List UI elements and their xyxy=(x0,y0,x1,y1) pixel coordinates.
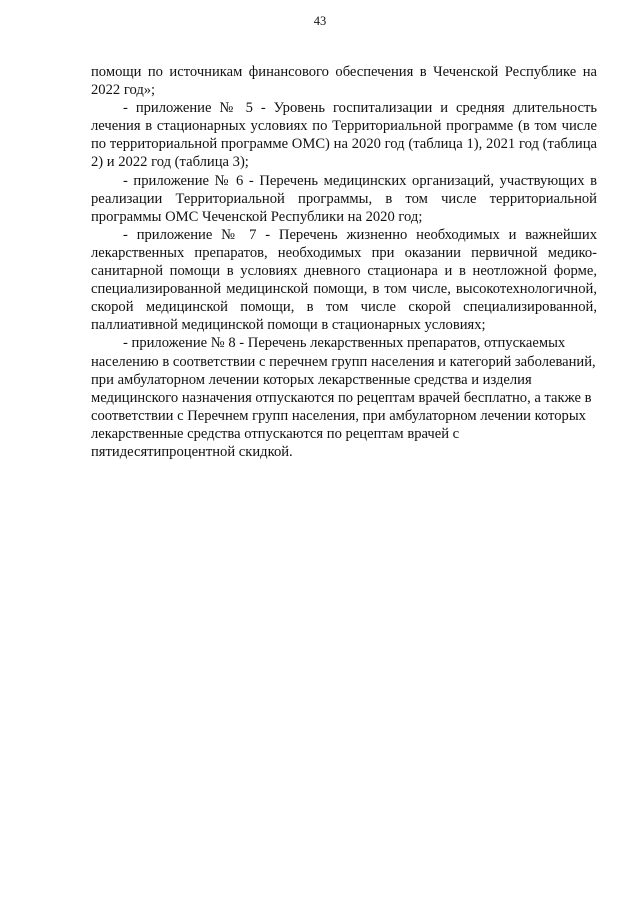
paragraph-appendix-7: - приложение № 7 - Перечень жизненно необходимых и важнейших лекарственных препаратов, необходимых при оказании первичной медико-санитарной помощи в условиях дневного стационара и в неотложной форме, специализированной медицинской помощи, в том числе, высокотехнологичной, скорой медицинской помощи, в том числе скорой специализированной, паллиативной медицинской помощи в стационарных условиях; xyxy=(91,226,597,334)
paragraph-appendix-5: - приложение № 5 - Уровень госпитализации и средняя длительность лечения в стационарных условиях по Территориальной программе (в том числе по территориальной программе ОМС) на 2020 год (таблица 1), 2021 год (таблица 2) и 2022 год (таблица 3); xyxy=(91,100,597,171)
page-number: 43 xyxy=(313,14,327,28)
paragraph-continuation: помощи по источникам финансового обеспечения в Чеченской Республике на 2022 год»; xyxy=(91,64,597,99)
document-body xyxy=(91,63,597,461)
paragraph-appendix-6: - приложение № 6 - Перечень медицинских организаций, участвующих в реализации Территориальной программы, в том числе территориальной программы ОМС Чеченской Республики на 2020 год; xyxy=(91,172,597,225)
paragraph-appendix-8: - приложение № 8 - Перечень лекарственных препаратов, отпускаемых населению в соответствии с перечнем групп населения и категорий заболеваний, при амбулаторном лечении которых лекарственные средства и изделия медицинского назначения отпускаются по рецептам врачей бесплатно, а также в соответствии с Перечнем групп населения, при амбулаторном лечении которых лекарственные средства отпускаются по рецептам врачей с пятидесятипроцентной скидкой. xyxy=(91,335,596,460)
